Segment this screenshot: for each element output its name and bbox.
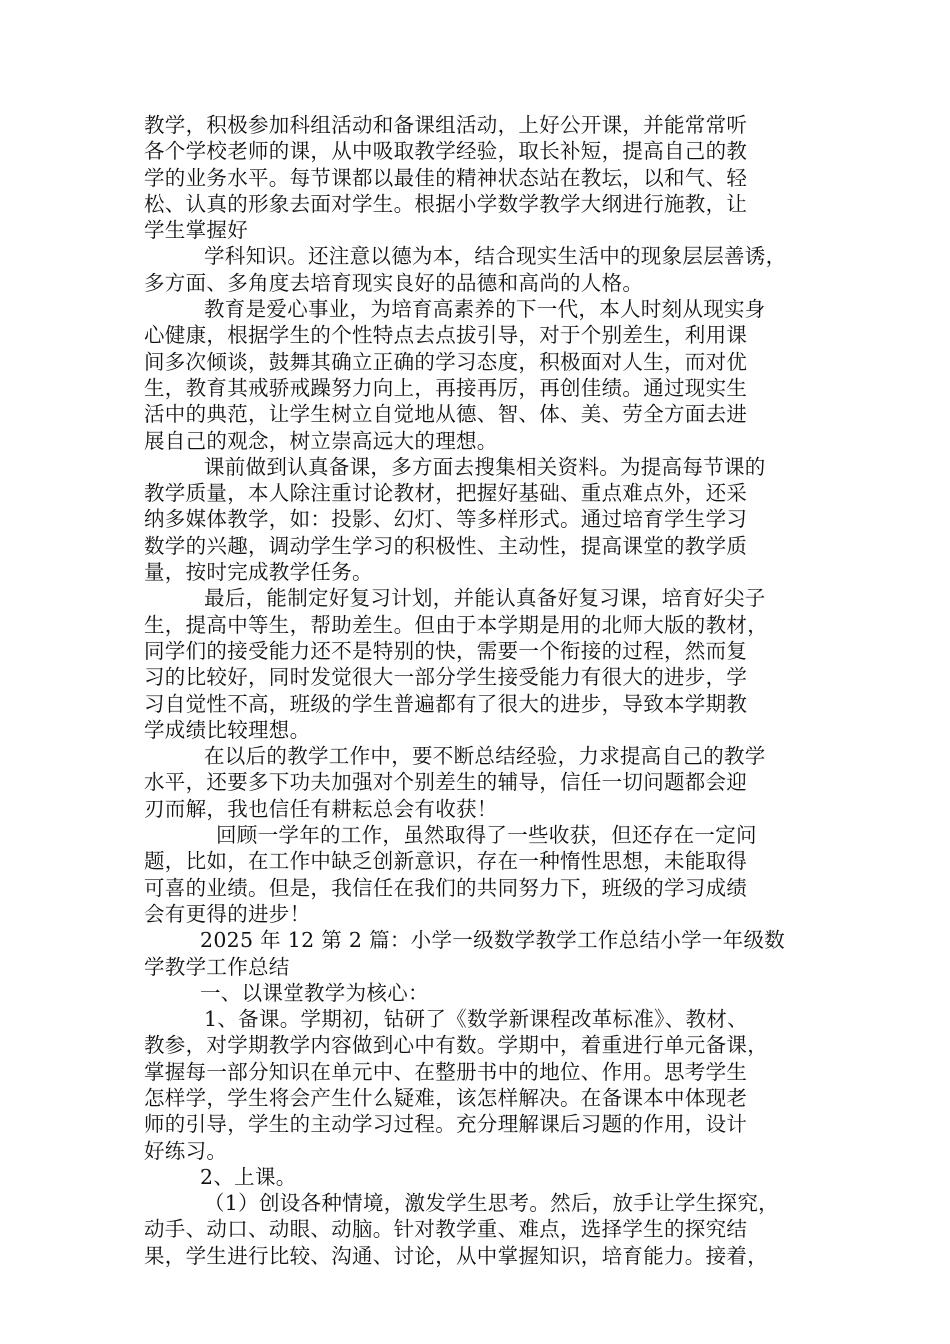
text-line: 学成绩比较理想。	[144, 717, 311, 742]
paragraph	[144, 585, 820, 743]
text-line: 纳多媒体教学，如：投影、幻灯、等多样形式。通过培育学生学习	[144, 507, 748, 532]
text-line: 展自己的观念，树立崇高远大的理想。	[144, 428, 498, 453]
paragraph	[144, 112, 820, 243]
text-line: 可喜的业绩。但是，我信任在我们的共同努力下，班级的学习成绩	[144, 875, 748, 900]
text-line: 教学，积极参加科组活动和备课组活动，上好公开课，并能常常听	[144, 113, 748, 137]
document-page	[144, 112, 820, 1269]
text-line: 水平，还要多下功夫加强对个别差生的辅导，信任一切问题都会迎	[144, 770, 748, 795]
text-line: 掌握每一部分知识在单元中、在整册书中的地位、作用。思考学生	[144, 1059, 748, 1084]
text-line: 多方面、多角度去培育现实良好的品德和高尚的人格。	[144, 270, 644, 295]
text-line: 怎样学，学生将会产生什么疑难，该怎样解决。在备课本中体现老	[144, 1085, 748, 1110]
text-line: 师的引导，学生的主动学习过程。充分理解课后习题的作用，设计	[144, 1112, 748, 1137]
text-line: 生，教育其戒骄戒躁努力向上，再接再厉，再创佳绩。通过现实生	[144, 375, 748, 400]
paragraph	[144, 822, 820, 927]
text-line: 课前做到认真备课，多方面去搜集相关资料。为提高每节课的	[204, 454, 766, 479]
text-line: 量，按时完成教学任务。	[144, 560, 373, 585]
text-line: 松、认真的形象去面对学生。根据小学数学教学大纲进行施教，让	[144, 191, 748, 216]
text-line: 动手、动口、动眼、动脑。针对教学重、难点，选择学生的探究结	[144, 1217, 748, 1242]
text-line: 同学们的接受能力还不是特别的快，需要一个衔接的过程，然而复	[144, 638, 748, 663]
paragraph	[144, 1190, 820, 1269]
paragraph	[144, 296, 820, 454]
text-line: 学的业务水平。每节课都以最佳的精神状态站在教坛，以和气、轻	[144, 165, 748, 190]
text-line: 活中的典范，让学生树立自觉地从德、智、体、美、劳全方面去进	[144, 402, 748, 427]
paragraph	[144, 454, 820, 585]
section-heading	[144, 927, 820, 980]
text-line: 回顾一学年的工作，虽然取得了一些收获，但还存在一定问	[216, 823, 757, 848]
text-line: 教参，对学期教学内容做到心中有数。学期中，着重进行单元备课，	[144, 1033, 768, 1058]
paragraph	[144, 1006, 820, 1164]
text-line: 1、备课。学期初，钻研了《数学新课程改革标准》、教材、	[204, 1007, 748, 1032]
text-line: 间多次倾谈，鼓舞其确立正确的学习态度，积极面对人生，而对优	[144, 349, 748, 374]
text-line: 刃而解，我也信任有耕耘总会有收获！	[144, 796, 498, 821]
text-line: 教育是爱心事业，为培育高素养的下一代，本人时刻从现实身	[204, 297, 766, 322]
text-line: 习的比较好，同时发觉很大一部分学生接受能力有很大的进步，学	[144, 665, 748, 690]
text-line: （1）创设各种情境，激发学生思考。然后，放手让学生探究，	[204, 1191, 779, 1216]
subheading	[144, 980, 820, 1006]
text-line: 生，提高中等生，帮助差生。但由于本学期是用的北师大版的教材，	[144, 612, 768, 637]
text-line: 2、上课。	[200, 1164, 297, 1189]
paragraph	[144, 243, 820, 296]
text-line: 学科知识。还注意以德为本，结合现实生活中的现象层层善诱，	[204, 244, 787, 269]
text-line: 题，比如，在工作中缺乏创新意识，存在一种惰性思想，未能取得	[144, 849, 748, 874]
text-line: 学生掌握好	[144, 218, 248, 243]
text-line: 数学的兴趣，调动学生学习的积极性、主动性，提高课堂的教学质	[144, 533, 748, 558]
subheading	[144, 1164, 820, 1190]
text-line: 教学质量，本人除注重讨论教材，把握好基础、重点难点外，还采	[144, 481, 748, 506]
text-line: 学教学工作总结	[144, 954, 290, 979]
text-line: 会有更得的进步！	[144, 901, 311, 926]
text-line: 各个学校老师的课，从中吸取教学经验，取长补短，提高自己的教	[144, 139, 748, 164]
text-line: 习自觉性不高，班级的学生普遍都有了很大的进步，导致本学期教	[144, 691, 748, 716]
text-line: 最后，能制定好复习计划，并能认真备好复习课，培育好尖子	[204, 586, 766, 611]
text-line: 好练习。	[144, 1138, 228, 1163]
text-line: 在以后的教学工作中，要不断总结经验，力求提高自己的教学	[204, 744, 766, 769]
paragraph	[144, 743, 820, 822]
text-line: 2025 年 12 第 2 篇：小学一级数学教学工作总结小学一年级数	[200, 928, 786, 953]
text-line: 果，学生进行比较、沟通、讨论，从中掌握知识，培育能力。接着，	[144, 1243, 768, 1268]
text-line: 一、以课堂教学为核心：	[200, 980, 429, 1005]
text-line: 心健康，根据学生的个性特点去点拔引导，对于个别差生，利用课	[144, 323, 748, 348]
